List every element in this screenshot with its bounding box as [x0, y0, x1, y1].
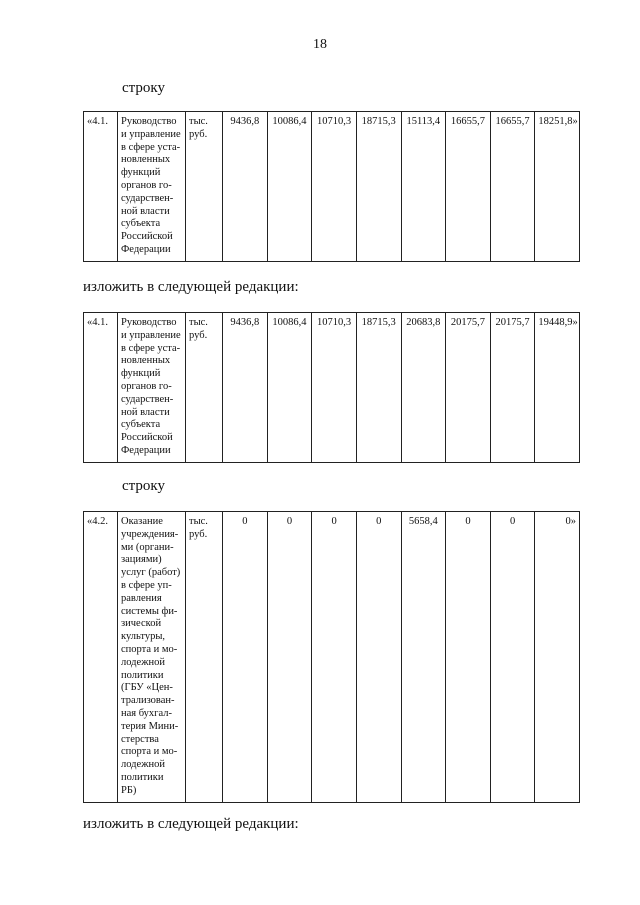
table-row-4-1-old — [83, 111, 580, 262]
name-line: политики — [121, 669, 164, 681]
name-line: Российской — [121, 432, 173, 444]
value-cell: 18715,3 — [356, 313, 401, 463]
paragraph-line-row: строку — [122, 80, 165, 96]
name-line: Российской — [121, 231, 173, 243]
value-cell: 19448,9» — [535, 313, 580, 463]
name-line: в сфере уста- — [121, 141, 181, 153]
unit-cell: тыс. руб. — [186, 313, 223, 463]
value-cell: 0 — [356, 512, 401, 803]
name-line: и управление — [121, 128, 181, 140]
name-line: услуг (работ) — [121, 567, 181, 579]
name-line: субъекта — [121, 218, 161, 230]
name-line: Федерации — [121, 444, 171, 456]
name-line: РБ) — [121, 784, 137, 796]
value-cell: 18715,3 — [356, 112, 401, 262]
name-line: в сфере уста- — [121, 342, 181, 354]
value-cell: 18251,8» — [535, 112, 580, 262]
table-row — [84, 112, 580, 262]
value-cell: 0 — [446, 512, 491, 803]
value-cell: 5658,4 — [401, 512, 446, 803]
table-row-4-1-new — [83, 312, 580, 463]
name-line: функций — [121, 167, 161, 179]
value-cell: 20683,8 — [401, 313, 446, 463]
name-line: ная бухгал- — [121, 707, 172, 719]
name-line: Руководство — [121, 317, 177, 328]
paragraph-line-row: строку — [122, 478, 165, 494]
unit-cell: тыс. руб. — [186, 512, 223, 803]
row-number-cell: «4.1. — [84, 112, 118, 262]
unit-cell: тыс. руб. — [186, 112, 223, 262]
name-line: органов го- — [121, 380, 172, 392]
table-row — [84, 512, 580, 803]
name-line: в сфере уп- — [121, 579, 172, 591]
name-line: ной власти — [121, 205, 170, 217]
value-cell: 10710,3 — [312, 313, 357, 463]
row-name-cell — [118, 512, 186, 803]
name-line: функций — [121, 368, 161, 380]
name-line: спорта и мо- — [121, 643, 178, 655]
value-cell: 9436,8 — [223, 313, 268, 463]
table-row-4-2-old — [83, 511, 580, 803]
name-line: лодежной — [121, 759, 165, 771]
name-line: субъекта — [121, 419, 161, 431]
name-line: органов го- — [121, 179, 172, 191]
name-line: спорта и мо- — [121, 746, 178, 758]
value-cell: 0 — [267, 512, 312, 803]
name-line: учреждения- — [121, 528, 179, 540]
name-line: ми (органи- — [121, 541, 174, 553]
name-line: равления — [121, 592, 162, 604]
name-line: (ГБУ «Цен- — [121, 682, 173, 694]
value-cell: 0 — [490, 512, 535, 803]
name-line: Руководство — [121, 116, 177, 127]
value-cell: 10086,4 — [267, 313, 312, 463]
value-cell: 10710,3 — [312, 112, 357, 262]
value-cell: 0» — [535, 512, 580, 803]
paragraph-replace-with: изложить в следующей редакции: — [83, 816, 299, 832]
name-line: сударствен- — [121, 192, 174, 204]
name-line: ной власти — [121, 406, 170, 418]
name-line: новленных — [121, 154, 171, 166]
name-line: зической — [121, 618, 162, 630]
name-line: стерства — [121, 733, 159, 745]
value-cell: 16655,7 — [490, 112, 535, 262]
name-line: системы фи- — [121, 605, 178, 617]
name-line: новленных — [121, 355, 171, 367]
value-cell: 0 — [223, 512, 268, 803]
value-cell: 9436,8 — [223, 112, 268, 262]
page-number: 18 — [313, 37, 327, 52]
row-number-cell: «4.2. — [84, 512, 118, 803]
name-line: трализован- — [121, 695, 175, 707]
name-line: терия Мини- — [121, 720, 179, 732]
name-line: Оказание — [121, 516, 163, 527]
value-cell: 20175,7 — [490, 313, 535, 463]
value-cell: 20175,7 — [446, 313, 491, 463]
name-line: Федерации — [121, 243, 171, 255]
value-cell: 0 — [312, 512, 357, 803]
name-line: политики — [121, 771, 164, 783]
table-row — [84, 313, 580, 463]
name-line: зациями) — [121, 554, 162, 566]
value-cell: 15113,4 — [401, 112, 446, 262]
row-name-cell — [118, 112, 186, 262]
name-line: культуры, — [121, 631, 165, 643]
value-cell: 16655,7 — [446, 112, 491, 262]
row-name-cell — [118, 313, 186, 463]
name-line: лодежной — [121, 656, 165, 668]
name-line: сударствен- — [121, 393, 174, 405]
name-line: и управление — [121, 329, 181, 341]
paragraph-replace-with: изложить в следующей редакции: — [83, 279, 299, 295]
row-number-cell: «4.1. — [84, 313, 118, 463]
value-cell: 10086,4 — [267, 112, 312, 262]
